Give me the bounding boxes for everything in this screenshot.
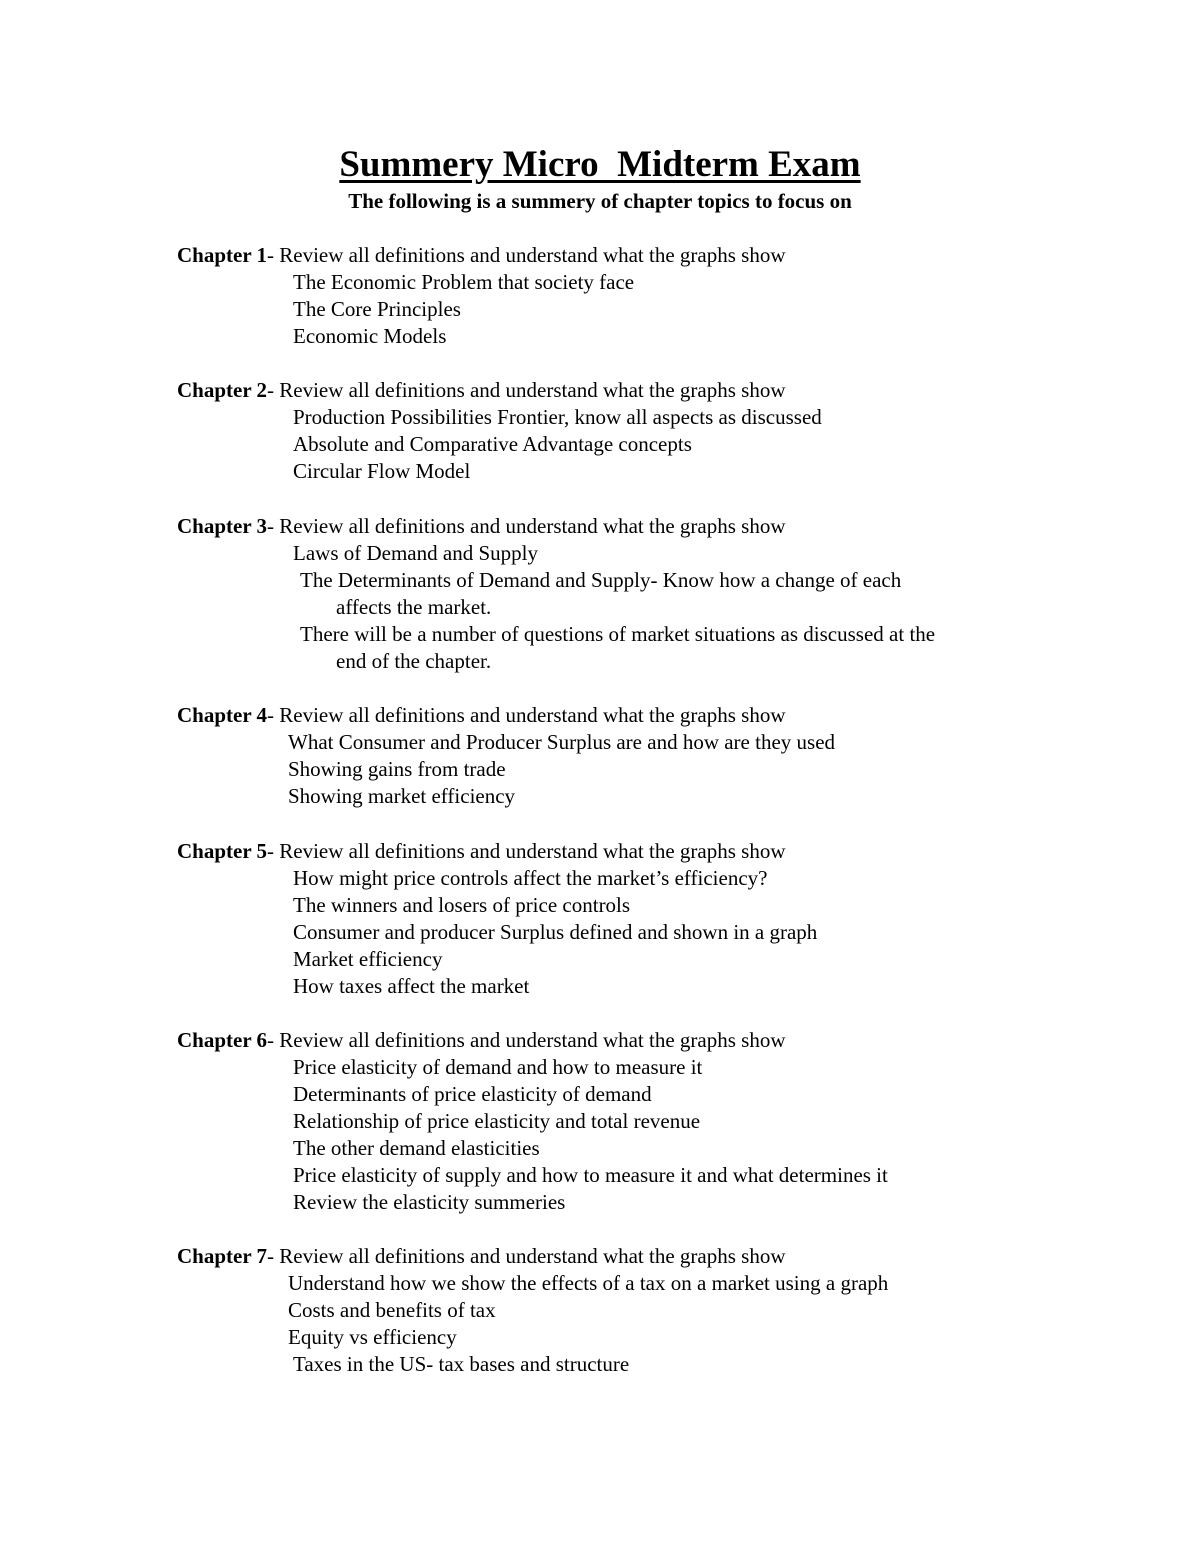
- chapter-topic: How might price controls affect the market’s efficiency?: [293, 866, 768, 890]
- chapter-label: Chapter 4: [177, 703, 268, 727]
- chapter-intro: - Review all definitions and understand what the graphs show: [267, 839, 786, 863]
- chapter-topic: The winners and losers of price controls: [293, 893, 631, 917]
- chapter-topic: Production Possibilities Frontier, know all aspects as discussed: [293, 405, 822, 429]
- chapter-heading: [177, 838, 786, 865]
- chapter-heading: [177, 1027, 786, 1054]
- chapter-label: Chapter 6: [177, 1028, 268, 1052]
- chapter-topic: Economic Models: [293, 324, 447, 348]
- chapter-topic: Relationship of price elasticity and total revenue: [293, 1109, 701, 1133]
- chapter-label: Chapter 3: [177, 514, 268, 538]
- page-title: Summery Micro Midterm Exam: [339, 144, 861, 185]
- chapter-topic: The Determinants of Demand and Supply- Know how a change of each: [300, 568, 902, 592]
- chapter-intro: - Review all definitions and understand what the graphs show: [267, 1244, 786, 1268]
- chapter-label: Chapter 2: [177, 378, 268, 402]
- chapter-topic: Circular Flow Model: [293, 459, 471, 483]
- chapter-heading: [177, 513, 786, 540]
- chapter-intro: - Review all definitions and understand what the graphs show: [267, 514, 786, 538]
- chapter-topic: The Economic Problem that society face: [293, 270, 635, 294]
- chapter-topic: Laws of Demand and Supply: [293, 541, 538, 565]
- chapter-label: Chapter 5: [177, 839, 268, 863]
- chapter-topic-continuation: end of the chapter.: [336, 649, 492, 673]
- chapter-intro: - Review all definitions and understand what the graphs show: [267, 1028, 786, 1052]
- chapter-topic: Determinants of price elasticity of demand: [293, 1082, 652, 1106]
- chapter-topic: How taxes affect the market: [293, 974, 530, 998]
- chapter-topic-continuation: affects the market.: [336, 595, 492, 619]
- chapter-label: Chapter 1: [177, 243, 268, 267]
- chapter-topic: What Consumer and Producer Surplus are and how are they used: [288, 730, 836, 754]
- chapter-heading: [177, 242, 786, 269]
- chapter-topic: Showing gains from trade: [288, 757, 506, 781]
- chapter-topic: Consumer and producer Surplus defined and shown in a graph: [293, 920, 818, 944]
- chapter-intro: - Review all definitions and understand what the graphs show: [267, 243, 786, 267]
- chapter-topic: There will be a number of questions of market situations as discussed at the: [300, 622, 936, 646]
- chapter-topic: Price elasticity of supply and how to measure it and what determines it: [293, 1163, 888, 1187]
- chapter-topic: Taxes in the US- tax bases and structure: [293, 1352, 630, 1376]
- chapter-topic: Price elasticity of demand and how to measure it: [293, 1055, 703, 1079]
- chapter-label: Chapter 7: [177, 1244, 268, 1268]
- chapter-topic: Showing market efficiency: [288, 784, 516, 808]
- chapter-topic: The Core Principles: [293, 297, 461, 321]
- chapter-intro: - Review all definitions and understand what the graphs show: [267, 703, 786, 727]
- chapter-intro: - Review all definitions and understand what the graphs show: [267, 378, 786, 402]
- chapter-heading: [177, 377, 786, 404]
- chapter-topic: Equity vs efficiency: [288, 1325, 457, 1349]
- chapter-heading: [177, 702, 786, 729]
- chapter-topic: Understand how we show the effects of a tax on a market using a graph: [288, 1271, 889, 1295]
- chapter-topic: Absolute and Comparative Advantage concepts: [293, 432, 692, 456]
- chapter-heading: [177, 1243, 786, 1270]
- page-subtitle: The following is a summery of chapter topics to focus on: [348, 189, 852, 213]
- chapter-topic: Market efficiency: [293, 947, 443, 971]
- chapter-topic: The other demand elasticities: [293, 1136, 540, 1160]
- chapter-topic: Review the elasticity summeries: [293, 1190, 566, 1214]
- chapter-topic: Costs and benefits of tax: [288, 1298, 496, 1322]
